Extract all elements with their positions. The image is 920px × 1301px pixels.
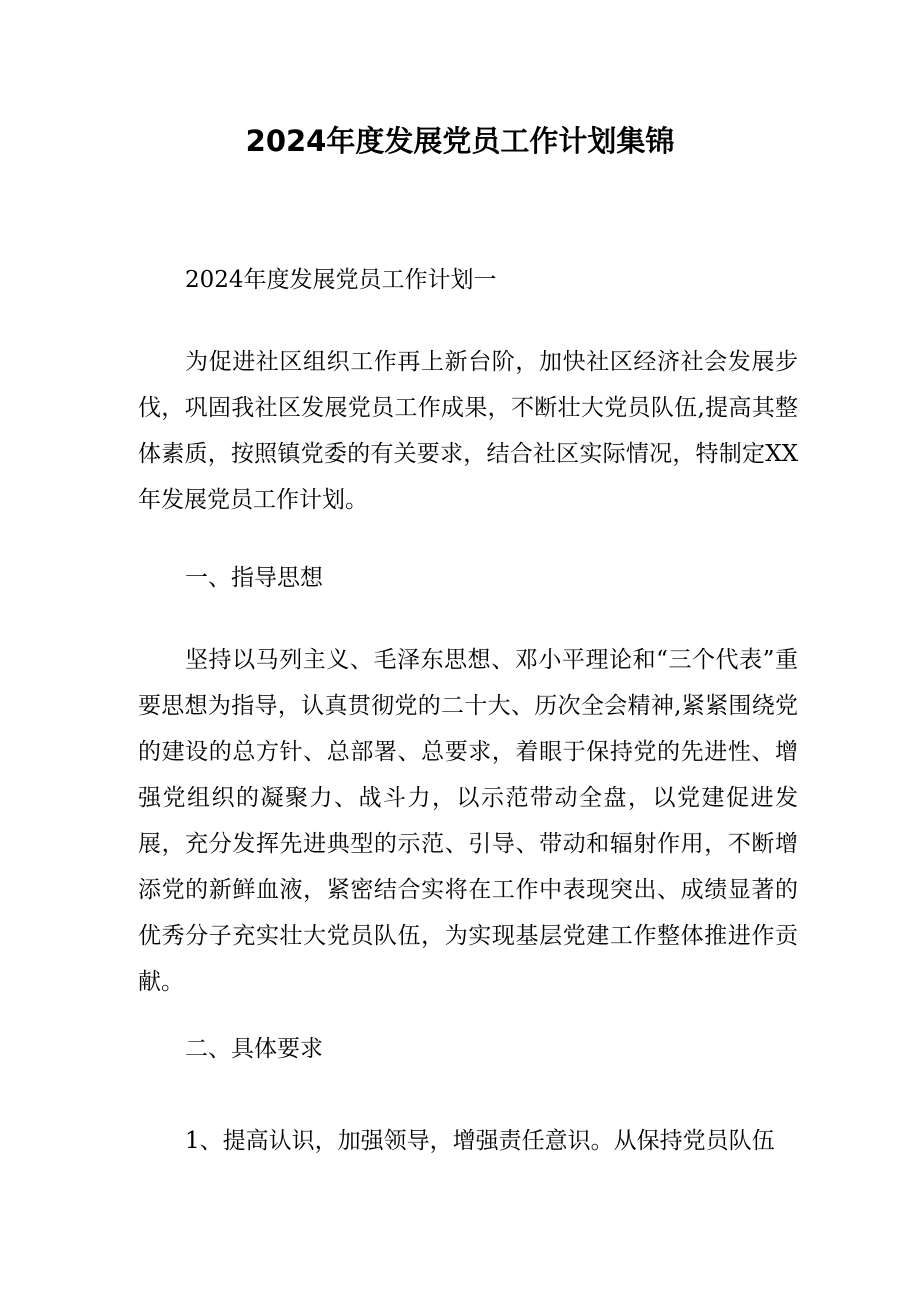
intro-paragraph: 为促进社区组织工作再上新台阶，加快社区经济社会发展步伐，巩固我社区发展党员工作成果，不断壮大党员队伍,提高其整体素质，按照镇党委的有关要求，结合社区实际情况，特制定XX年发展党员工作计划。 (138, 349, 798, 513)
section-heading-requirements: 二、具体要求 (185, 1036, 323, 1062)
plan-subtitle: 2024年度发展党员工作计划一 (185, 267, 497, 293)
guiding-paragraph: 坚持以马列主义、毛泽东思想、邓小平理论和“三个代表”重要思想为指导，认真贯彻党的二十大、历次全会精神,紧紧围绕党的建设的总方针、总部署、总要求，着眼于保持党的先进性、增强党组织的凝聚力、战斗力，以示范带动全盘，以党建促进发展，充分发挥先进典型的示范、引导、带动和辐射作用，不断增添党的新鲜血液，紧密结合实将在工作中表现突出、成绩显著的优秀分子充实壮大党员队伍，为实现基层党建工作整体推进作贡献。 (138, 647, 798, 995)
document-title: 2024年度发展党员工作计划集锦 (245, 124, 675, 158)
item-paragraph-1: 1、提高认识，加强领导，增强责任意识。从保持党员队伍 (185, 1128, 775, 1154)
section-heading-guiding: 一、指导思想 (185, 565, 323, 591)
